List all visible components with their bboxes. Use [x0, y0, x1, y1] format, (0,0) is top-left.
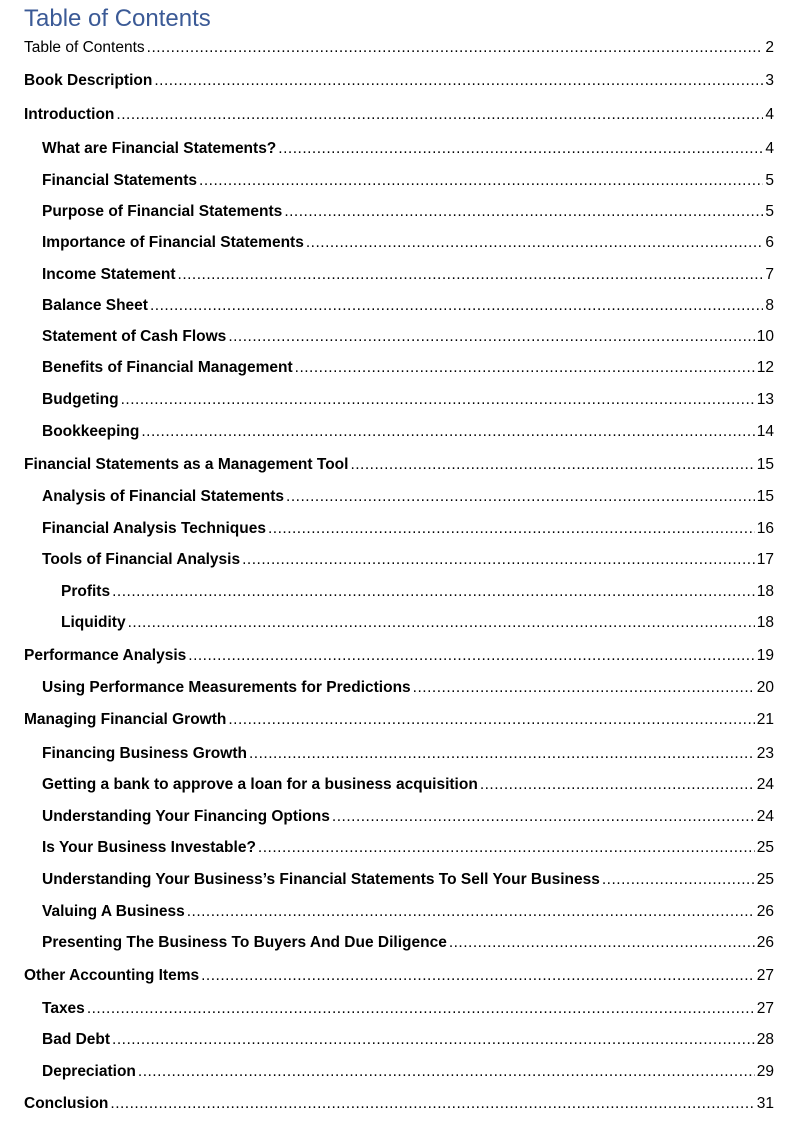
toc-entry[interactable]	[42, 1030, 774, 1050]
toc-entry[interactable]	[42, 838, 774, 858]
toc-entry-page-number: 5	[765, 172, 774, 189]
toc-entry-page-number: 7	[765, 266, 774, 283]
toc-entry-title: Budgeting	[42, 391, 119, 408]
toc-entry-title: Financial Statements	[42, 172, 198, 189]
toc-entry[interactable]	[42, 550, 774, 570]
toc-entry-title: Importance of Financial Statements	[42, 234, 304, 251]
toc-entry[interactable]	[24, 1094, 774, 1114]
toc-entry-title: Financing Business Growth	[42, 745, 247, 762]
toc-entry-page-number: 16	[756, 520, 774, 537]
toc-entry-page-number: 26	[756, 903, 774, 920]
toc-entry[interactable]	[42, 744, 774, 764]
toc-entry-title: Analysis of Financial Statements	[42, 488, 285, 505]
toc-entry[interactable]	[24, 646, 774, 666]
toc-entry[interactable]	[42, 902, 774, 922]
dot-leader	[480, 775, 755, 795]
toc-entry-page-number: 10	[756, 328, 774, 345]
toc-entry-page-number: 15	[756, 488, 774, 505]
toc-entry-title: Managing Financial Growth	[24, 711, 227, 728]
toc-entry[interactable]	[42, 870, 774, 890]
toc-entry[interactable]	[24, 966, 774, 986]
toc-entry-page-number: 29	[756, 1063, 774, 1080]
toc-entry-title: Statement of Cash Flows	[42, 328, 227, 345]
toc-entry-page-number: 15	[756, 456, 774, 473]
toc-entry-page-number: 3	[765, 72, 774, 89]
toc-entry-page-number: 4	[765, 140, 774, 157]
toc-entry-title: Using Performance Measurements for Predictions	[42, 679, 411, 696]
toc-entry-page-number: 26	[756, 934, 774, 951]
dot-leader	[332, 807, 755, 827]
toc-entry-page-number: 31	[756, 1095, 774, 1112]
dot-leader	[306, 233, 764, 253]
dot-leader	[110, 1094, 754, 1114]
dot-leader	[121, 390, 755, 410]
toc-entry[interactable]	[42, 296, 774, 316]
toc-entry-page-number: 25	[756, 871, 774, 888]
toc-entry[interactable]	[42, 1062, 774, 1082]
toc-entry[interactable]	[42, 487, 774, 507]
toc-entry[interactable]	[42, 390, 774, 410]
toc-entry-title: Performance Analysis	[24, 647, 187, 664]
toc-entry[interactable]	[42, 233, 774, 253]
toc-entry[interactable]	[42, 775, 774, 795]
toc-entry[interactable]	[24, 71, 774, 91]
dot-leader	[249, 744, 755, 764]
toc-entry-title: Introduction	[24, 106, 115, 123]
toc-entry-title: Understanding Your Financing Options	[42, 808, 330, 825]
dot-leader	[112, 1030, 755, 1050]
dot-leader	[228, 710, 754, 730]
dot-leader	[128, 613, 755, 633]
toc-entry[interactable]	[42, 807, 774, 827]
toc-entry-title: Balance Sheet	[42, 297, 148, 314]
toc-entry-page-number: 2	[765, 39, 774, 56]
toc-entry-title: Is Your Business Investable?	[42, 839, 256, 856]
toc-entry-page-number: 27	[756, 967, 774, 984]
dot-leader	[150, 296, 763, 316]
toc-entry-page-number: 19	[756, 647, 774, 664]
toc-entry-page-number: 4	[765, 106, 774, 123]
toc-entry-title: Book Description	[24, 72, 153, 89]
dot-leader	[258, 838, 755, 858]
dot-leader	[201, 966, 755, 986]
toc-entry-page-number: 28	[756, 1031, 774, 1048]
dot-leader	[154, 71, 763, 91]
toc-entry[interactable]	[24, 38, 774, 58]
toc-entry-title: Bookkeeping	[42, 423, 140, 440]
toc-entry-title: Presenting The Business To Buyers And Due Diligence	[42, 934, 447, 951]
toc-entry-title: Purpose of Financial Statements	[42, 203, 283, 220]
toc-entry-page-number: 17	[756, 551, 774, 568]
dot-leader	[187, 902, 755, 922]
toc-entry-page-number: 23	[756, 745, 774, 762]
toc-entry-title: Conclusion	[24, 1095, 109, 1112]
toc-entry-title: Profits	[61, 583, 111, 600]
toc-entry-title: Bad Debt	[42, 1031, 111, 1048]
toc-entry-title: Benefits of Financial Management	[42, 359, 293, 376]
toc-entry[interactable]	[24, 105, 774, 125]
dot-leader	[199, 171, 763, 191]
dot-leader	[112, 582, 755, 602]
dot-leader	[138, 1062, 755, 1082]
toc-entry-page-number: 24	[756, 808, 774, 825]
dot-leader	[284, 202, 763, 222]
dot-leader	[228, 327, 754, 347]
toc-entry-page-number: 20	[756, 679, 774, 696]
toc-entry[interactable]	[61, 582, 774, 602]
dot-leader	[242, 550, 755, 570]
toc-entry-title: Liquidity	[61, 614, 126, 631]
toc-entry[interactable]	[42, 358, 774, 378]
dot-leader	[413, 678, 755, 698]
toc-entry[interactable]	[42, 139, 774, 159]
toc-entry-title: Getting a bank to approve a loan for a business acquisition	[42, 776, 478, 793]
dot-leader	[188, 646, 754, 666]
dot-leader	[286, 487, 755, 507]
dot-leader	[87, 999, 755, 1019]
dot-leader	[116, 105, 763, 125]
toc-entry-page-number: 5	[765, 203, 774, 220]
toc-entry-title: Understanding Your Business’s Financial Statements To Sell Your Business	[42, 871, 600, 888]
toc-heading: Table of Contents	[24, 5, 211, 32]
toc-entry-page-number: 14	[756, 423, 774, 440]
dot-leader	[602, 870, 755, 890]
dot-leader	[178, 265, 764, 285]
toc-entry[interactable]	[42, 265, 774, 285]
toc-entry-title: Table of Contents	[24, 39, 145, 56]
toc-entry[interactable]	[42, 327, 774, 347]
toc-entry[interactable]	[42, 999, 774, 1019]
toc-entry-page-number: 12	[756, 359, 774, 376]
dot-leader	[350, 455, 754, 475]
toc-entry-page-number: 25	[756, 839, 774, 856]
toc-entry-page-number: 27	[756, 1000, 774, 1017]
dot-leader	[141, 422, 754, 442]
dot-leader	[268, 519, 755, 539]
toc-entry[interactable]	[61, 613, 774, 633]
toc-entry-title: What are Financial Statements?	[42, 140, 277, 157]
toc-entry-page-number: 21	[756, 711, 774, 728]
dot-leader	[147, 38, 764, 58]
dot-leader	[278, 139, 763, 159]
toc-entry-title: Depreciation	[42, 1063, 136, 1080]
toc-entry-page-number: 13	[756, 391, 774, 408]
toc-entry-title: Valuing A Business	[42, 903, 185, 920]
toc-entry[interactable]	[42, 202, 774, 222]
toc-entry[interactable]	[42, 171, 774, 191]
toc-entry-title: Other Accounting Items	[24, 967, 200, 984]
toc-entry-title: Tools of Financial Analysis	[42, 551, 241, 568]
toc-entry-page-number: 6	[765, 234, 774, 251]
toc-entry[interactable]	[24, 455, 774, 475]
toc-entry[interactable]	[42, 422, 774, 442]
toc-entry-page-number: 18	[756, 614, 774, 631]
dot-leader	[295, 358, 755, 378]
toc-entry-title: Taxes	[42, 1000, 85, 1017]
toc-entry-page-number: 24	[756, 776, 774, 793]
toc-entry-title: Financial Statements as a Management Tool	[24, 456, 349, 473]
toc-entry-page-number: 8	[765, 297, 774, 314]
toc-entry-title: Financial Analysis Techniques	[42, 520, 266, 537]
toc-entry-title: Income Statement	[42, 266, 176, 283]
toc-entry[interactable]	[42, 678, 774, 698]
toc-entry-page-number: 18	[756, 583, 774, 600]
toc-entry[interactable]	[42, 519, 774, 539]
toc-entry[interactable]	[42, 933, 774, 953]
dot-leader	[449, 933, 755, 953]
toc-entry[interactable]	[24, 710, 774, 730]
